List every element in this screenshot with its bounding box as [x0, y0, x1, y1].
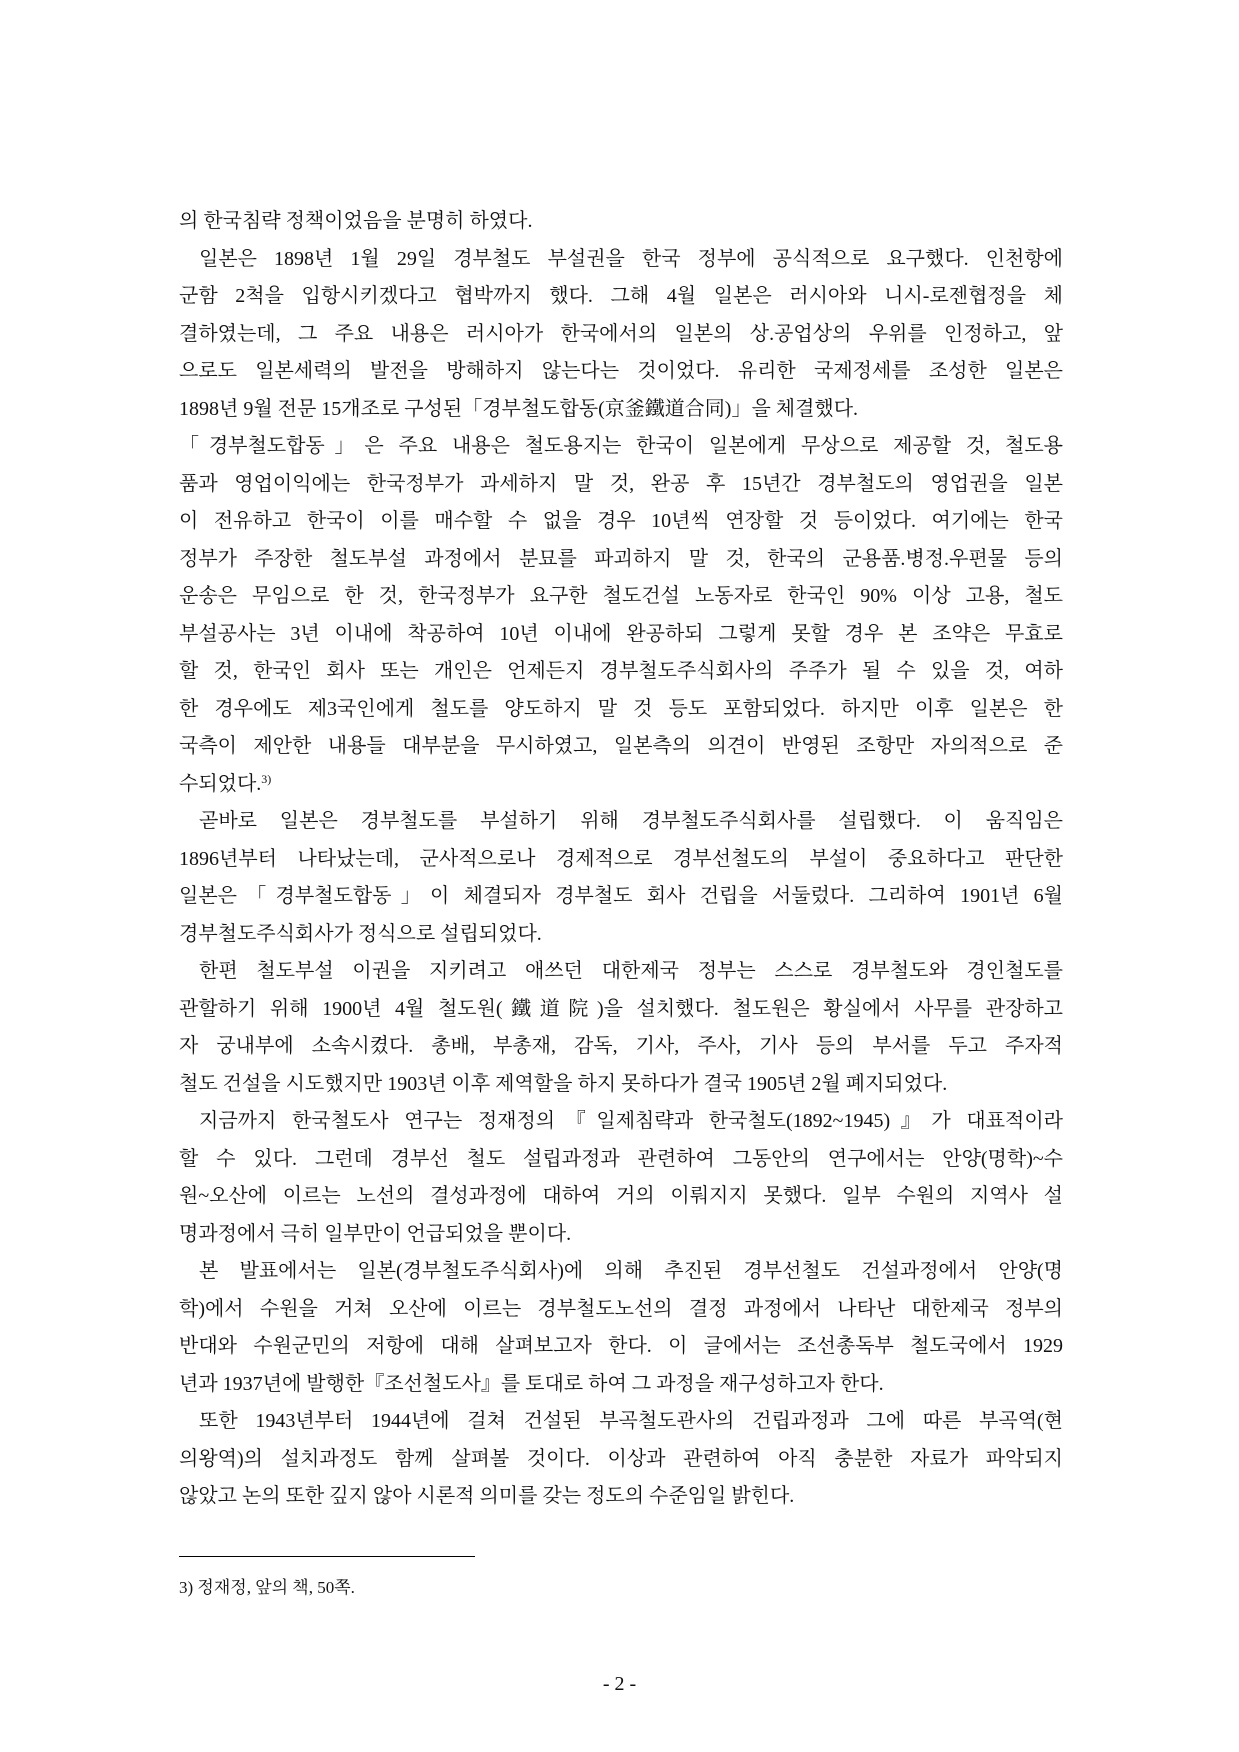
text-line: 「경부철도합동」은 주요 내용은 철도용지는 한국이 일본에게 무상으로 제공할 것, 철도용	[179, 435, 1063, 457]
text-line: 반대와 수원군민의 저항에 대해 살펴보고자 한다. 이 글에서는 조선총독부 철도국에서 1929	[179, 1335, 1063, 1357]
paragraph	[179, 803, 1063, 953]
text-line: 의 한국침략 정책이었음을 분명히 하였다.	[179, 210, 533, 232]
text-line: 할 수 있다. 그런데 경부선 철도 설립과정과 관련하여 그동안의 연구에서는 안양(명학)~수	[179, 1147, 1063, 1170]
paragraph	[179, 1403, 1063, 1516]
text-line: 않았고 논의 또한 깊지 않아 시론적 의미를 갖는 정도의 수준임일 밝힌다.	[179, 1485, 795, 1507]
text-line: 철도 건설을 시도했지만 1903년 이후 제역할을 하지 못하다가 결국 1905년 2월 폐지되었다.	[179, 1072, 948, 1095]
text-line: 곧바로 일본은 경부철도를 부설하기 위해 경부철도주식회사를 설립했다. 이 움직임은	[199, 810, 1063, 832]
text-line: 원~오산에 이르는 노선의 결성과정에 대하여 거의 이뤄지지 못했다. 일부 수원의 지역사 설	[179, 1185, 1063, 1207]
text-line: 부설공사는 3년 이내에 착공하여 10년 이내에 완공하되 그렇게 못할 경우 본 조약은 무효로	[179, 622, 1063, 645]
text-line: 결하였는데, 그 주요 내용은 러시아가 한국에서의 일본의 상.공업상의 우위를 인정하고, 앞	[179, 322, 1063, 345]
paragraph	[179, 953, 1063, 1103]
body-text	[179, 203, 1063, 1516]
page-number: - 2 -	[602, 1673, 637, 1695]
text-line: 정부가 주장한 철도부설 과정에서 분묘를 파괴하지 말 것, 한국의 군용품.병정.우편물 등의	[179, 547, 1063, 570]
paragraph	[179, 1253, 1063, 1403]
text-line	[179, 766, 1063, 804]
text-line: 국측이 제안한 내용들 대부분을 무시하였고, 일본측의 의견이 반영된 조항만 자의적으로 준	[179, 735, 1063, 757]
text-line: 명과정에서 극히 일부만이 언급되었을 뿐이다.	[179, 1222, 572, 1245]
text-line: 1898년 9월 전문 15개조로 구성된「경부철도합동(京釜鐵道合同)」을 체결했다.	[179, 397, 859, 420]
text-line: 의왕역)의 설치과정도 함께 살펴볼 것이다. 이상과 관련하여 아직 충분한 자료가 파악되지	[179, 1447, 1063, 1470]
footnote-separator	[179, 1556, 475, 1557]
text-line: 으로도 일본세력의 발전을 방해하지 않는다는 것이었다. 유리한 국제정세를 조성한 일본은	[179, 360, 1063, 382]
text-line: 일본은「경부철도합동」이 체결되자 경부철도 회사 건립을 서둘렀다. 그리하여 1901년 6월	[179, 885, 1063, 907]
text-line: 운송은 무임으로 한 것, 한국정부가 요구한 철도건설 노동자로 한국인 90% 이상 고용, 철도	[179, 585, 1063, 607]
text-line: 또한 1943년부터 1944년에 걸쳐 건설된 부곡철도관사의 건립과정과 그에 따른 부곡역(현	[199, 1410, 1063, 1432]
text-line: 본 발표에서는 일본(경부철도주식회사)에 의해 추진된 경부선철도 건설과정에서 안양(명	[199, 1260, 1063, 1282]
text-line: 경부철도주식회사가 정식으로 설립되었다.	[179, 922, 542, 945]
text-line: 한편 철도부설 이권을 지키려고 애쓰던 대한제국 정부는 스스로 경부철도와 경인철도를	[199, 960, 1063, 982]
text-line: 1896년부터 나타났는데, 군사적으로나 경제적으로 경부선철도의 부설이 중요하다고 판단한	[179, 847, 1063, 870]
text-line: 군함 2척을 입항시키겠다고 협박까지 했다. 그해 4월 일본은 러시아와 니시-로젠협정을 체	[179, 285, 1064, 307]
text-line: 지금까지 한국철도사 연구는 정재정의『일제침략과 한국철도(1892~1945)』가 대표적이라	[199, 1110, 1063, 1132]
text-line: 관할하기 위해 1900년 4월 철도원(鐵道院)을 설치했다. 철도원은 황실에서 사무를 관장하고	[179, 997, 1063, 1020]
text-line: 학)에서 수원을 거쳐 오산에 이르는 경부철도노선의 결정 과정에서 나타난 대한제국 정부의	[179, 1297, 1063, 1320]
footnote	[179, 1573, 355, 1603]
paragraph	[179, 1103, 1063, 1253]
text-line: 한 경우에도 제3국인에게 철도를 양도하지 말 것 등도 포함되었다. 하지만 이후 일본은 한	[179, 697, 1063, 720]
line-text: 수되었다.	[179, 772, 262, 795]
footnote-text: 정재정, 앞의 책, 50쪽.	[197, 1578, 355, 1597]
paragraph-continuation	[179, 203, 1063, 241]
text-line: 년과 1937년에 발행한『조선철도사』를 토대로 하여 그 과정을 재구성하고자 한다.	[179, 1372, 884, 1395]
footnote-marker: 3)	[179, 1578, 194, 1597]
paragraph	[179, 428, 1063, 803]
text-line: 일본은 1898년 1월 29일 경부철도 부설권을 한국 정부에 공식적으로 요구했다. 인천항에	[199, 247, 1063, 270]
text-line: 이 전유하고 한국이 이를 매수할 수 없을 경우 10년씩 연장할 것 등이었다. 여기에는 한국	[179, 510, 1063, 532]
text-line: 자 궁내부에 소속시켰다. 총배, 부총재, 감독, 기사, 주사, 기사 등의 부서를 두고 주자적	[179, 1035, 1063, 1057]
paragraph	[179, 241, 1063, 429]
footnote-reference: 3)	[261, 771, 272, 786]
text-line: 할 것, 한국인 회사 또는 개인은 언제든지 경부철도주식회사의 주주가 될 수 있을 것, 여하	[179, 660, 1063, 682]
text-line: 품과 영업이익에는 한국정부가 과세하지 말 것, 완공 후 15년간 경부철도의 영업권을 일본	[179, 472, 1063, 495]
